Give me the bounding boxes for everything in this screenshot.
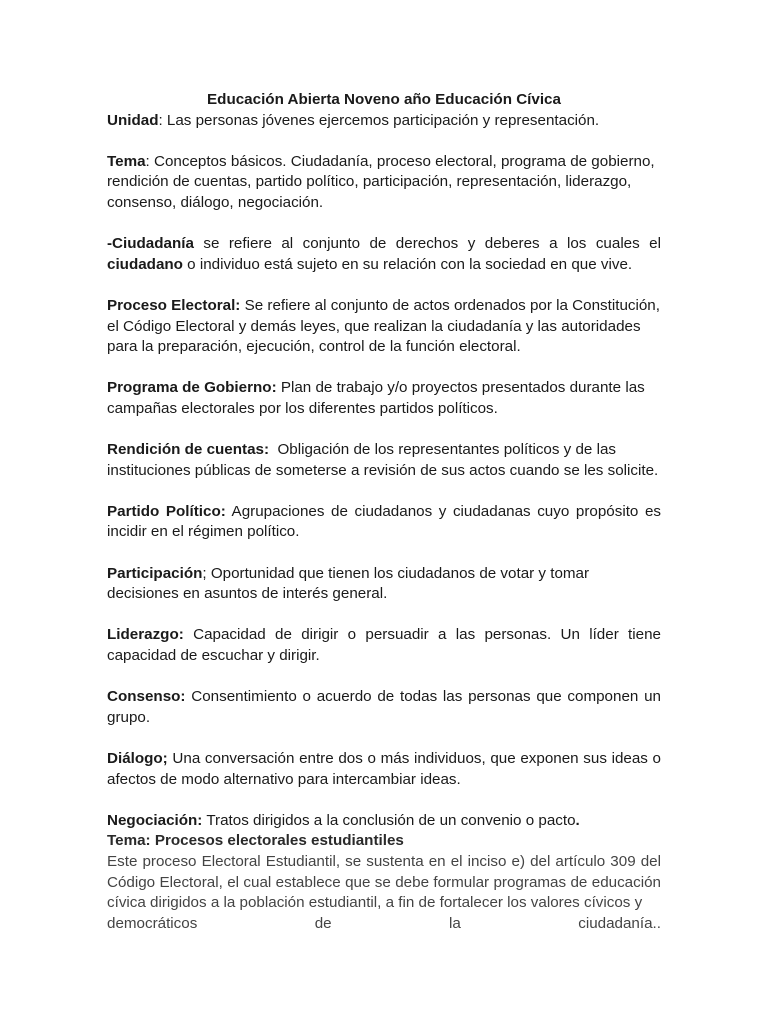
last-line-word-1: democráticos — [107, 914, 198, 932]
proceso-electoral-label: Proceso Electoral: — [107, 296, 241, 314]
partido-politico-label: Partido Político: — [107, 502, 226, 520]
rendicion-cuentas-label: Rendición de cuentas: — [107, 441, 270, 459]
partido-politico-paragraph — [107, 502, 661, 543]
document-body — [107, 90, 661, 934]
document-title: Educación Abierta Noveno año Educación Cívica — [207, 91, 561, 108]
last-line-word-3: la — [449, 914, 461, 932]
ciudadania-text-1: se refiere al conjunto de derechos y deberes a los cuales el — [193, 235, 661, 253]
liderazgo-label: Liderazgo: — [107, 626, 184, 644]
dialogo-paragraph — [107, 749, 661, 790]
liderazgo-text: Capacidad de dirigir o persuadir a las personas. Un líder tiene capacidad de escuchar y dirigir. — [107, 626, 661, 665]
participacion-label: Participación — [107, 564, 203, 582]
tema-paragraph — [107, 152, 661, 214]
programa-gobierno-paragraph — [107, 378, 661, 419]
consenso-label: Consenso: — [107, 688, 186, 706]
negociacion-label: Negociación: — [107, 811, 203, 829]
section-heading: Tema: Procesos electorales estudiantiles — [107, 832, 404, 850]
consenso-text: Consentimiento o acuerdo de todas las personas que componen un grupo. — [107, 688, 661, 726]
dialogo-label: Diálogo; — [107, 750, 168, 767]
participacion-paragraph — [107, 564, 661, 605]
unidad-label: Unidad — [107, 111, 159, 129]
ciudadano-term: ciudadano — [107, 255, 183, 273]
last-line-word-4: ciudadanía.. — [578, 914, 661, 932]
proceso-electoral-paragraph — [107, 296, 661, 358]
negociacion-paragraph — [107, 811, 661, 832]
liderazgo-paragraph — [107, 625, 661, 666]
estudiantil-paragraph — [107, 852, 661, 914]
rendicion-cuentas-text: Obligación de los representantes políticos y de las instituciones públicas de someterse a revisión de sus actos cuando se les solicite. — [107, 441, 659, 479]
participacion-text: ; Oportunidad que tienen los ciudadanos de votar y tomar decisiones en asuntos de interés general. — [107, 564, 590, 603]
dialogo-text: Una conversación entre dos o más individuos, que exponen sus ideas o afectos de modo alternativo para intercambiar ideas. — [107, 750, 661, 788]
last-line-word-2: de — [314, 914, 332, 932]
negociacion-period: . — [575, 811, 580, 829]
partido-politico-text: Agrupaciones de ciudadanos y ciudadanas cuyo propósito es incidir en el régimen político. — [107, 502, 661, 541]
ciudadania-label: -Ciudadanía — [107, 235, 194, 253]
unidad-paragraph — [107, 111, 661, 132]
programa-gobierno-text: Plan de trabajo y/o proyectos presentados durante las campañas electorales por los diferentes partidos políticos. — [107, 379, 645, 417]
tema-text: : Conceptos básicos. Ciudadanía, proceso electoral, programa de gobierno, rendición de cuentas, partido político, participación, representación, liderazgo, consenso, diálogo, negociación. — [107, 152, 655, 211]
ciudadania-paragraph — [107, 234, 661, 275]
ciudadania-text-2: o individuo está sujeto en su relación con la sociedad en que vive. — [182, 255, 633, 273]
rendicion-cuentas-paragraph — [107, 440, 661, 481]
estudiantil-last-line — [107, 914, 661, 935]
unidad-text: : Las personas jóvenes ejercemos participación y representación. — [158, 111, 600, 129]
programa-gobierno-label: Programa de Gobierno: — [107, 379, 277, 397]
consenso-paragraph — [107, 687, 661, 728]
negociacion-text: Tratos dirigidos a la conclusión de un convenio o pacto — [202, 811, 576, 829]
estudiantil-text: Este proceso Electoral Estudiantil, se sustenta en el inciso e) del artículo 309 del Código Electoral, el cual establece que se debe formular programas de educación cívica dirigidos a la población estudiantil, a fin de fortalecer los valores cívicos y — [107, 852, 661, 912]
proceso-electoral-text: Se refiere al conjunto de actos ordenados por la Constitución, el Código Electoral y demás leyes, que realizan la ciudadanía y las autoridades para la preparación, ejecución, control de la función electoral. — [107, 296, 660, 356]
tema-label: Tema — [107, 152, 146, 170]
